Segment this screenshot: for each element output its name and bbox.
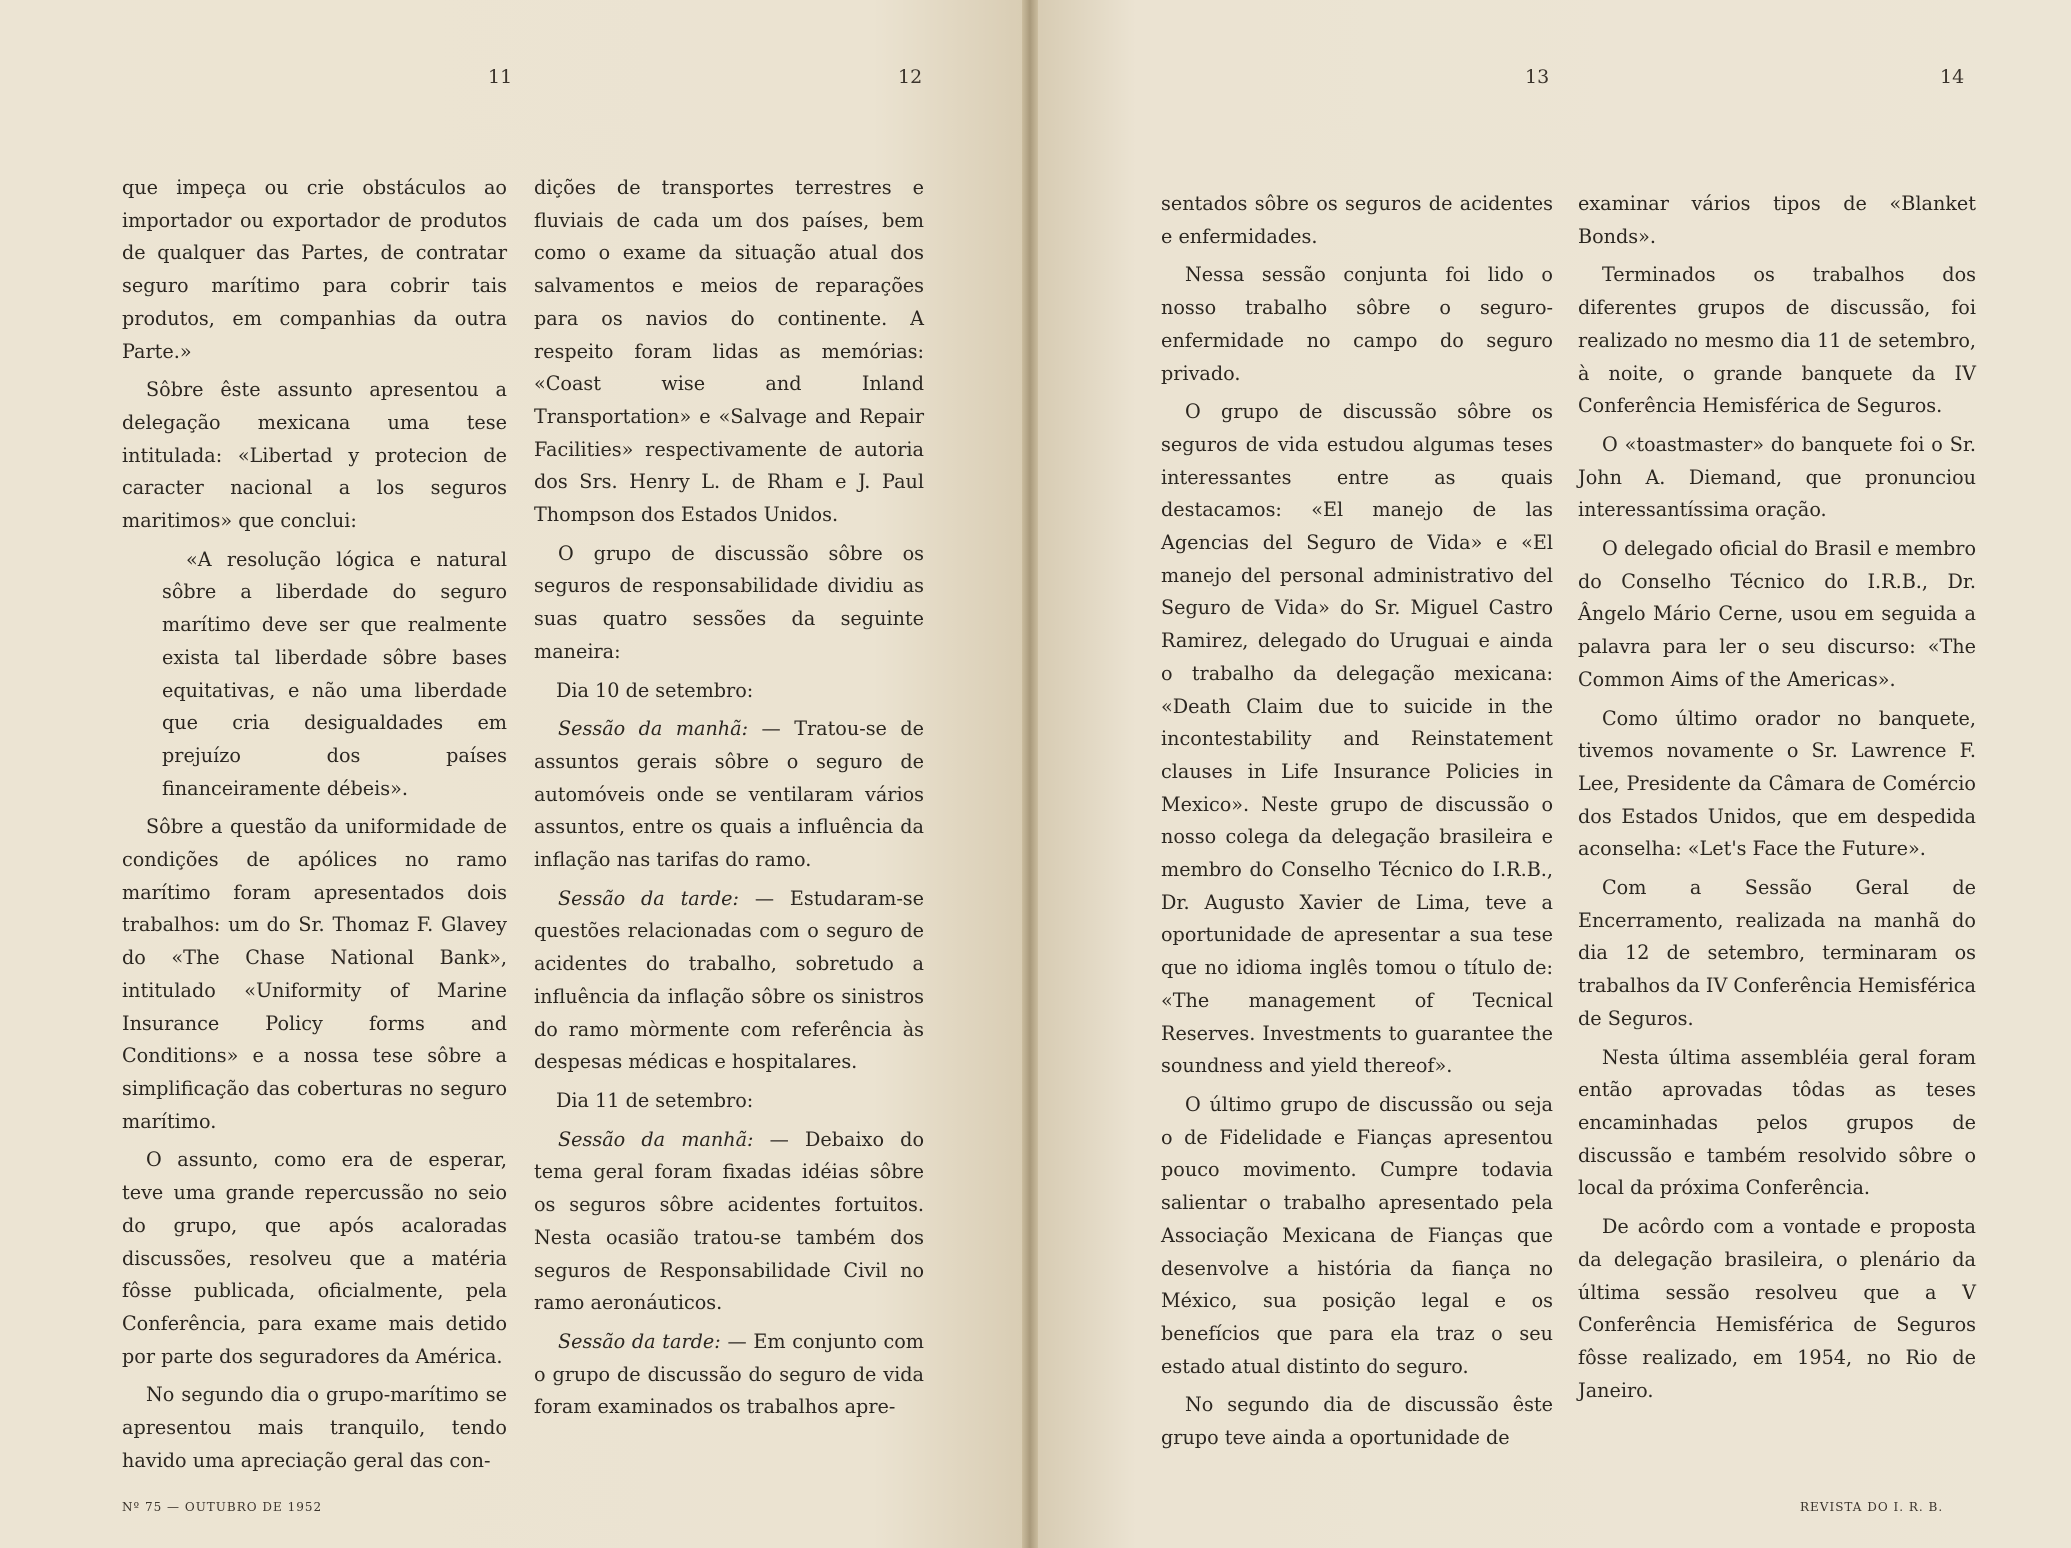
session-label: Sessão da manhã: — [558, 717, 749, 741]
footer-issue: Nº 75 — OUTUBRO DE 1952 — [122, 1500, 323, 1514]
session-paragraph — [534, 713, 924, 877]
paragraph: Nessa sessão conjunta foi lido o nosso trabalho sôbre o seguro-enfermidade no campo do seguro privado. — [1161, 263, 1553, 385]
paragraph: Como último orador no banquete, tivemos novamente o Sr. Lawrence F. Lee, Presidente da Câmara de Comércio dos Estados Unidos, que em despedida aconselha: «Let's Face the Future». — [1578, 706, 1976, 861]
paragraph: Terminados os trabalhos dos diferentes grupos de discussão, foi realizado no mesmo dia 11 de setembro, à noite, o grande banquete da IV Conferência Hemisférica de Seguros. — [1578, 263, 1976, 418]
footer-journal: REVISTA DO I. R. B. — [1800, 1500, 1944, 1514]
book-gutter — [1022, 0, 1038, 1548]
session-paragraph — [534, 1124, 924, 1320]
session-text: — Em conjunto com o grupo de discussão do seguro de vida foram examinados os trabalhos apre- — [534, 1329, 924, 1419]
session-paragraph — [534, 1326, 924, 1424]
page-number-13: 13 — [1525, 66, 1550, 88]
session-label: Sessão da manhã: — [558, 1127, 754, 1151]
page-number-11: 11 — [488, 66, 513, 88]
column-page-14 — [1578, 188, 1976, 1413]
paragraph: O grupo de discussão sôbre os seguros de responsabilidade dividiu as suas quatro sessões da seguinte maneira: — [534, 541, 924, 663]
paragraph: Nesta última assembléia geral foram então aprovadas tôdas as teses encaminhadas pelos grupos de discussão e também resolvido sôbre o local da próxima Conferência. — [1578, 1045, 1976, 1200]
page-number-14: 14 — [1940, 66, 1965, 88]
page-number-12: 12 — [898, 66, 923, 88]
paragraph: O «toastmaster» do banquete foi o Sr. John A. Diemand, que pronunciou interessantíssima oração. — [1578, 432, 1976, 522]
paragraph: Sôbre a questão da uniformidade de condições de apólices no ramo marítimo foram apresentados dois trabalhos: um do Sr. Thomaz F. Glavey do «The Chase National Bank», intitulado «Uniformity of Marine Insurance Policy forms and Conditions» e a nossa tese sôbre a simplificação das coberturas no seguro marítimo. — [122, 815, 507, 1133]
date-heading: Dia 11 de setembro: — [556, 1088, 754, 1112]
paragraph: O delegado oficial do Brasil e membro do Conselho Técnico do I.R.B., Dr. Ângelo Mário Cerne, usou em seguida a palavra para ler o seu discurso: «The Common Aims of the Americas». — [1578, 537, 1976, 691]
paragraph: De acôrdo com a vontade e proposta da delegação brasileira, o plenário da última sessão resolveu que a V Conferência Hemisférica de Seguros fôsse realizado, em 1954, no Rio de Janeiro. — [1578, 1215, 1976, 1402]
paragraph: Com a Sessão Geral de Encerramento, realizada na manhã do dia 12 de setembro, terminaram os trabalhos da IV Conferência Hemisférica de Seguros. — [1578, 876, 1976, 1030]
paragraph: O último grupo de discussão ou seja o de Fidelidade e Fianças apresentou pouco movimento. Cumpre todavia salientar o trabalho apresentado pela Associação Mexicana de Fianças que desenvolve a história da fiança no México, sua posição legal e os benefícios que para ela traz o seu estado atual distinto do seguro. — [1161, 1092, 1553, 1378]
column-page-12 — [534, 172, 924, 1430]
block-quote: «A resolução lógica e natural sôbre a liberdade do seguro marítimo deve ser que realmente exista tal liberdade sôbre bases equitativas, e não uma liberdade que cria desigualdades em prejuízo dos países financeiramente débeis». — [162, 547, 507, 800]
session-text: — Debaixo do tema geral foram fixadas idéias sôbre os seguros sôbre acidentes fortuitos. Nesta ocasião tratou-se também dos seguros de Responsabilidade Civil no ramo aeronáuticos. — [534, 1127, 924, 1315]
paragraph: No segundo dia o grupo-marítimo se apresentou mais tranquilo, tendo havido uma apreciação geral das con- — [122, 1383, 507, 1472]
paragraph: No segundo dia de discussão êste grupo teve ainda a oportunidade de — [1161, 1393, 1553, 1450]
session-text: — Estudaram-se questões relacionadas com o seguro de acidentes do trabalho, sobretudo a influência da inflação sôbre os sinistros do ramo mòrmente com referência às despesas médicas e hospitalares. — [534, 886, 924, 1074]
paragraph: O assunto, como era de esperar, teve uma grande repercussão no seio do grupo, que após acaloradas discussões, resolveu que a matéria fôsse publicada, oficialmente, pela Conferência, para exame mais detido por parte dos seguradores da América. — [122, 1148, 507, 1368]
column-page-11 — [122, 172, 507, 1483]
paragraph: examinar vários tipos de «Blanket Bonds». — [1578, 192, 1976, 248]
date-heading: Dia 10 de setembro: — [556, 678, 754, 702]
paragraph: sentados sôbre os seguros de acidentes e enfermidades. — [1161, 192, 1553, 248]
paragraph: que impeça ou crie obstáculos ao importador ou exportador de produtos de qualquer das Partes, de contratar seguro marítimo para cobrir tais produtos, em companhias da outra Parte.» — [122, 176, 507, 363]
session-label: Sessão da tarde: — [558, 1329, 721, 1353]
paragraph: O grupo de discussão sôbre os seguros de vida estudou algumas teses interessantes entre as quais destacamos: «El manejo de las Agencias del Seguro de Vida» e «El manejo del personal administrativo del Seguro de Vida» do Sr. Miguel Castro Ramirez, delegado do Uruguai e ainda o trabalho da delegação mexicana: «Death Claim due to suicide in the incontestability and Reinstatement clauses in Life Insurance Policies in Mexico». Neste grupo de discussão o nosso colega da delegação brasileira e membro do Conselho Técnico do I.R.B., Dr. Augusto Xavier de Lima, teve a oportunidade de apresentar a sua tese que no idioma inglês tomou o título de: «The management of Tecnical Reserves. Investments to guarantee the soundness and yield thereof». — [1161, 400, 1553, 1078]
session-label: Sessão da tarde: — [558, 886, 739, 910]
paragraph: dições de transportes terrestres e fluviais de cada um dos países, bem como o exame da situação atual dos salvamentos e meios de reparações para os navios do continente. A respeito foram lidas as memórias: «Coast wise and Inland Transportation» e «Salvage and Repair Facilities» respectivamente de autoria dos Srs. Henry L. de Rham e J. Paul Thompson dos Estados Unidos. — [534, 176, 924, 527]
column-page-13 — [1161, 188, 1553, 1461]
session-text: — Tratou-se de assuntos gerais sôbre o seguro de automóveis onde se ventilaram vários assuntos, entre os quais a influência da inflação nas tarifas do ramo. — [534, 717, 924, 872]
paragraph: Sôbre êste assunto apresentou a delegação mexicana uma tese intitulada: «Libertad y protecion de caracter nacional a los seguros maritimos» que conclui: — [122, 378, 507, 533]
session-paragraph — [534, 883, 924, 1079]
